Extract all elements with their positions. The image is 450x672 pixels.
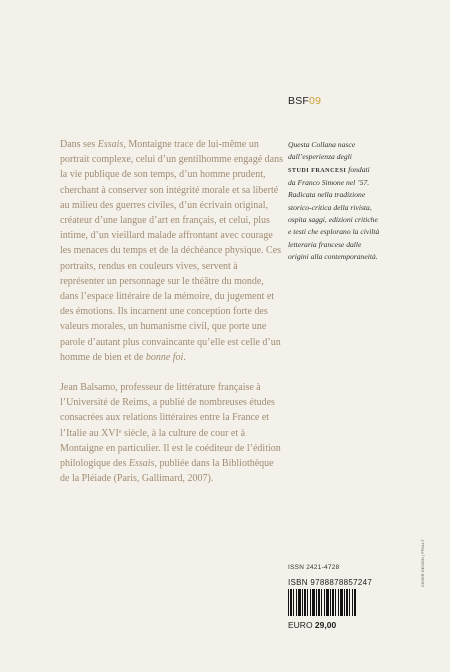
series-code xyxy=(288,95,321,107)
description-italic-title: Essais xyxy=(97,139,124,150)
series-description-line xyxy=(288,164,438,177)
description-italic-phrase: bonne foi xyxy=(145,351,184,363)
bio-italic-title: Essais xyxy=(128,458,155,470)
series-description xyxy=(288,139,438,263)
series-description-fragment: fondati xyxy=(346,164,370,174)
series-description-line: Radicata nella tradizione xyxy=(288,190,366,200)
bio-superscript: e xyxy=(118,428,122,435)
bio-text: Jean Balsamo, professeur de littérature française à l’Université de Reims, a publié de nombreuses études consacrées aux relations littéraires entre la France et l’Italie au XVI xyxy=(60,382,275,439)
description-text: Dans ses xyxy=(60,139,98,150)
bio-text: siècle, à la culture de cour et à Montaigne en particulier. Il est le coéditeur de l’édition philologique des xyxy=(60,427,281,470)
author-bio xyxy=(60,380,284,486)
back-cover-text xyxy=(60,137,284,486)
series-description-line: origini alla contemporaneità. xyxy=(288,252,378,262)
description-text: , Montaigne trace de lui-même un portrait complexe, celui d’un gentilhomme engagé dans la vie publique de son temps, d’un homme prudent, cherchant à conserver son intégrité morale et sa liberté au milieu des guerres civiles, d’un écrivain original, créateur d’une langue d’art en français, et celui, plus intime, d’un vieillard malade affrontant avec courage les menaces du temps et de la déchéance physique. Ces portraits, rendus en couleurs vives, servent à représenter un personnage sur le théâtre du monde, dans l’espace littéraire de la mémoire, du jugement et des émotions. Ils incarnent une conception forte des valeurs morales, un humanisme civil, que porte une parole d’autant plus convaincante qu’elle est celle d’un homme de bien et de xyxy=(60,139,283,363)
series-description-line: e testi che esplorano la civiltà xyxy=(288,227,380,237)
price-value: 29,00 xyxy=(314,620,337,630)
description-text: . xyxy=(183,351,186,363)
series-description-line: ospita saggi, edizioni critiche xyxy=(288,215,378,225)
series-description-line: da Franco Simone nel ’57. xyxy=(288,178,370,188)
series-description-line: letteraria francese dalle xyxy=(288,239,362,249)
journal-name: STUDI FRANCESI xyxy=(288,167,347,174)
cover-design-credit: COVER DESIGN | FFNLLT xyxy=(421,539,425,587)
issn-number: ISSN 2421-4728 xyxy=(288,564,340,571)
price xyxy=(288,620,336,630)
series-description-line: storico-critica della rivista, xyxy=(288,202,372,212)
series-description-line: dall’esperienza degli xyxy=(288,152,352,162)
bio-text: , publiée dans la Bibliothèque de la Pléiade (Paris, Gallimard, 2007). xyxy=(60,458,274,485)
series-description-line: Questa Collana nasce xyxy=(288,140,356,149)
book-description xyxy=(60,137,284,365)
series-code-prefix: BSF xyxy=(288,95,310,107)
price-label: EURO xyxy=(288,620,315,630)
isbn-number: ISBN 9788878857247 xyxy=(288,578,373,587)
series-code-number: 09 xyxy=(309,95,322,107)
isbn-barcode xyxy=(288,589,356,616)
